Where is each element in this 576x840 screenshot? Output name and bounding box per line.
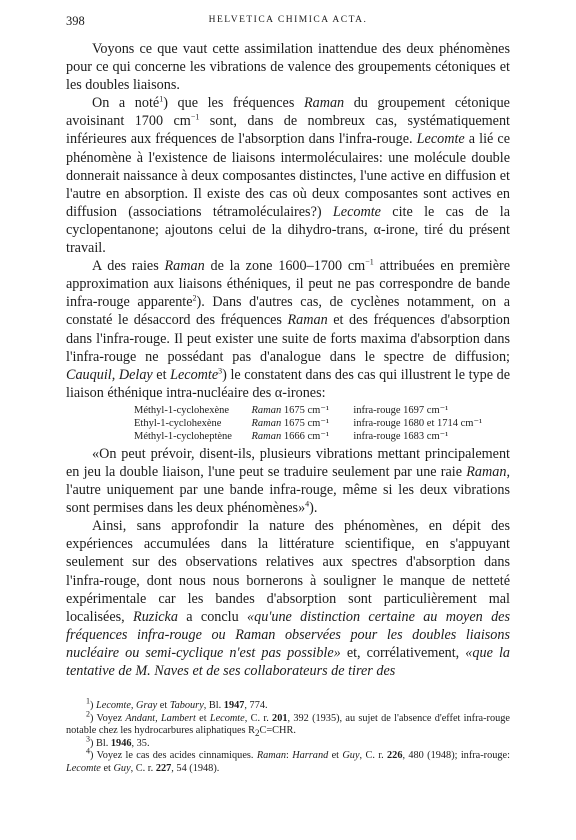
running-title: HELVETICA CHIMICA ACTA. — [208, 15, 368, 25]
text-run: Voyez — [96, 712, 126, 724]
text-run: , 35. — [131, 737, 150, 749]
author-name: Andant, Lambert — [125, 712, 196, 724]
text-run: , 392 (1935), au sujet de l'absence d'effet infra-rouge notable chez les hydrocarbures aliphatiques R — [66, 712, 510, 736]
author-name: Lecomte, Gray — [96, 700, 158, 711]
text-run: cite le cas de la cyclopentanone; ajoutons celui de la dihydro-trans, α-irone, tiré du présent travail. — [66, 203, 510, 257]
text-run: , Bl. — [203, 700, 224, 711]
text-run: , C. r. — [359, 750, 388, 761]
compound-name: Méthyl-1-cycloheptène — [134, 430, 232, 442]
footnotes — [66, 696, 510, 775]
article-body — [66, 40, 510, 680]
text-run: , C. r. — [244, 712, 273, 724]
author-name: Lecomte — [66, 762, 101, 774]
text-run: et — [152, 366, 171, 383]
compound-name: Ethyl-1-cyclohexène — [134, 417, 222, 429]
paragraph-5 — [66, 517, 510, 680]
text-run: et des fréquences d'absorption dans l'infra-rouge. Il peut exister une suite de forts maxima d'absorption dans l'infra-rouge ne possédant pas d'analogue dans le spectre de diffusion; — [66, 312, 510, 365]
footnote-number: 1 — [86, 696, 90, 706]
text-run: a conclu — [177, 608, 248, 625]
volume-number: 226 — [387, 750, 403, 761]
footnote-2: $^2$) Voyez Andant, Lambert et Lecomte, C. r. 201, 392 (1935), au sujet de l'absence d'effet infra-rouge notable chez les hydrocarbures aliphatiques $R_2C=CHR$. — [66, 709, 510, 739]
subscript: 2 — [255, 728, 260, 739]
table-row — [66, 430, 510, 443]
paragraph-3 — [66, 257, 510, 402]
author-name: Lecomte — [209, 712, 245, 724]
frequency-table — [66, 404, 510, 443]
footnote-ref: 3 — [218, 365, 223, 375]
author-name: Raman — [303, 95, 345, 112]
text-run: Ainsi, sans approfondir la nature des phénomènes, en dépit des expériences accumulées dans la littérature scientifique, en s'appuyant seulement sur des observations relatives aux spectres d'absorption dans l'infra-rouge, dont nous nous bornerons à souligner le manque de netteté expérimentale car les bandes d'absorption sont particulièrement mal localisées, — [66, 518, 510, 625]
text-run: Bl. — [96, 737, 111, 749]
quotation: «qu'une distinction certaine au moyen des fréquences infra-rouge ou Raman observées pour les doubles liaisons nucléaire ou semi-cyclique n'est pas possible» — [66, 608, 510, 661]
footnote-number: 3 — [86, 734, 90, 744]
unit-exponent: −1 — [365, 257, 374, 267]
author-name: Raman — [466, 463, 507, 480]
volume-year: 1947 — [223, 700, 245, 711]
text-run: ). Dans d'autres cas, de cyclènes notamment, on a constaté le désaccord des fréquences — [66, 294, 510, 329]
text-run: et — [328, 750, 343, 761]
page-number: 398 — [66, 14, 85, 28]
author-name: Guy — [113, 762, 131, 774]
paragraph-text: Voyons ce que vaut cette assimilation inattendue des deux phénomènes pour ce qui concerne les vibrations de valence des groupements cétoniques et les doubles liaisons. — [66, 41, 510, 94]
text-run: de la zone 1600–1700 cm — [204, 258, 366, 275]
text-run: sont, dans de nombreux cas, systématiquement inférieures aux fréquences de l'absorption dans l'infra-rouge. — [66, 113, 510, 148]
volume-number: 201 — [272, 712, 288, 724]
footnote-ref: 2 — [192, 293, 197, 303]
text-run: et — [157, 700, 170, 711]
author-name: Lecomte — [416, 131, 465, 148]
table-row — [66, 404, 510, 417]
author-name: Raman — [164, 258, 205, 275]
compound-name: Méthyl-1-cyclohexène — [134, 404, 230, 416]
text-run: , C. r. — [130, 762, 156, 774]
footnote-3: $^3$) Bl. 1946, 35. — [86, 734, 150, 749]
text-run: ) le constatent dans des cas qui illustrent le type de liaison éthénique intra-nucléaire des α-irones: — [66, 366, 510, 401]
author-name: Cauquil, Delay — [66, 366, 153, 383]
footnote-4: $^4$) Voyez le cas des acides cinnamiques. Raman: Harrand et Guy, C. r. 226, 480 (1948); infra-rouge: Lecomte et Guy, C. r. 227, 54 (1948). — [66, 746, 510, 774]
text-run: «On peut prévoir, disent-ils, plusieurs vibrations mettant principalement en jeu la double liaison, l'une peut se traduire seulement par une raie — [66, 445, 510, 480]
raman-cell — [252, 404, 354, 417]
footnote-1: $^1$) Lecomte, Gray et Taboury, Bl. 1947, 774. — [86, 696, 268, 711]
footnote-ref: 1 — [159, 94, 164, 104]
author-name: Ruzicka — [133, 608, 178, 625]
paragraph-1 — [66, 40, 510, 94]
quotation: «que la tentative de M. Naves et de ses collaborateurs de tirer des — [66, 644, 510, 679]
raman-cell — [252, 417, 354, 430]
table-row — [66, 417, 510, 430]
text-run: , 480 (1948); infra-rouge: — [402, 750, 510, 761]
ir-value: infra-rouge 1697 cm⁻¹ — [353, 404, 449, 416]
unit-exponent: −1 — [190, 112, 200, 122]
text-run: , 54 (1948). — [171, 762, 220, 774]
author-name: Guy — [342, 750, 360, 761]
author-name: Raman — [287, 312, 328, 329]
text-run: du groupement cétonique avoisinant 1700 cm — [66, 95, 510, 130]
raman-value: 1675 cm⁻¹ — [283, 404, 330, 416]
text-run: : — [286, 750, 293, 761]
author-name: Lecomte — [332, 203, 381, 220]
raman-label: Raman — [251, 430, 282, 442]
footnote-ref: 4 — [305, 499, 310, 509]
text-run: et — [100, 762, 114, 774]
text-run: Voyez le cas des acides cinnamiques. — [96, 750, 257, 761]
text-run: On a noté — [92, 95, 160, 112]
text-run: et, corrélativement, — [340, 644, 466, 661]
text-run: ). — [309, 500, 318, 517]
raman-value: 1666 cm⁻¹ — [283, 430, 330, 442]
ir-value: infra-rouge 1680 et 1714 cm⁻¹ — [353, 417, 483, 429]
text-run: C=CHR. — [259, 725, 296, 736]
footnote-number: 2 — [86, 709, 90, 719]
paragraph-4 — [66, 445, 510, 517]
text-run: A des raies — [92, 258, 165, 275]
text-run: attribuées en première approximation aux liaisons éthéniques, il peut ne pas correspondre de bande infra-rouge apparente — [66, 258, 511, 311]
text-run: , 774. — [244, 700, 268, 711]
paragraph-2 — [66, 94, 510, 257]
page-header — [66, 14, 510, 30]
author-name: Harrand — [292, 750, 329, 761]
ir-value: infra-rouge 1683 cm⁻¹ — [353, 430, 449, 442]
author-name: Lecomte — [170, 366, 219, 383]
raman-value: 1675 cm⁻¹ — [283, 417, 330, 429]
text-run: , l'autre uniquement par une bande infra-rouge, même si les deux vibrations sont permises dans les deux phénomènes» — [66, 463, 510, 517]
author-name: Raman — [256, 750, 286, 761]
text-run: et — [195, 712, 210, 724]
text-run: ) que les fréquences — [163, 95, 304, 112]
raman-label: Raman — [251, 417, 282, 429]
volume-year: 1946 — [110, 737, 132, 749]
footnote-number: 4 — [86, 746, 90, 756]
raman-cell — [252, 430, 354, 443]
volume-number: 227 — [155, 762, 172, 774]
raman-label: Raman — [251, 404, 282, 416]
author-name: Taboury — [169, 700, 204, 711]
text-run: a lié ce phénomène à l'existence de liaisons intermoléculaires: une molécule double donnerait naissance à deux composantes distinctes, l'une active en diffusion et l'autre en absorption. Il existe des cas où deux composantes sont actives en diffusion (associations tétramoléculaires?) — [66, 131, 510, 220]
